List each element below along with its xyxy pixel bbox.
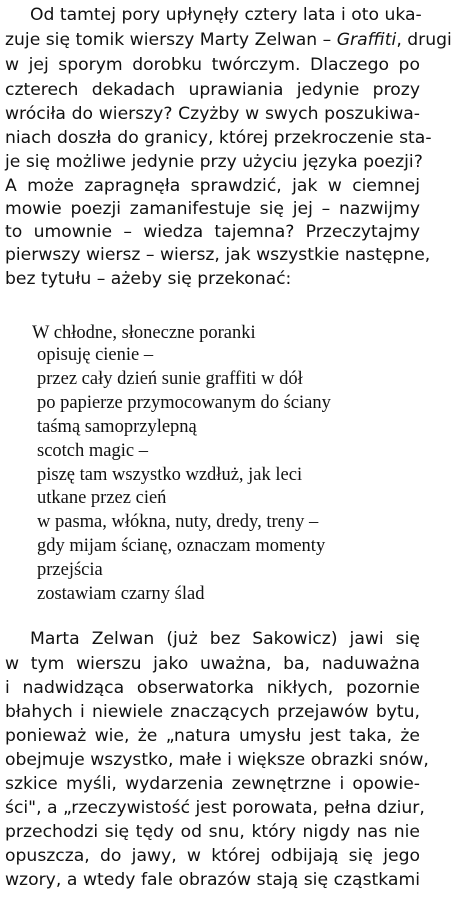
paragraph-1-line-12: bez tytułu – ażeby się przekonać: <box>5 269 292 289</box>
paragraph-1-line-9: mowie poezji zamanifestuje się jej – nazwijmy <box>5 199 420 219</box>
paragraph-2-line-9: przechodzi się tędy od snu, który nigdy nas nie <box>5 822 420 842</box>
text-run: , drugi <box>396 30 452 50</box>
poem-line-4: po papierze przymocowanym do ściany <box>37 393 331 413</box>
paragraph-2-line-4: błahych i niewiele znaczących przejawów bytu, <box>5 702 420 722</box>
poem-line-5: taśmą samoprzylepną <box>37 417 197 437</box>
poem-line-3: przez cały dzień sunie graffiti w dół <box>37 369 303 389</box>
paragraph-1-line-5: wróciła do wierszy? Czyżby w swych poszukiwa- <box>5 104 420 124</box>
paragraph-1-line-6: niach doszła do granicy, której przekroczenie sta- <box>5 128 432 148</box>
poem-line-8: utkane przez cień <box>37 488 167 508</box>
paragraph-2-line-10: opuszcza, do jawy, w której odbijają się jego <box>5 846 420 866</box>
poem-line-1: W chłodne, słoneczne poranki <box>32 323 256 343</box>
paragraph-2-line-8: ści", a „rzeczywistość jest porowata, pełna dziur, <box>5 798 425 818</box>
book-title: Graffiti <box>336 30 397 50</box>
paragraph-2-line-7: szkice myśli, wydarzenia zewnętrzne i opowie- <box>5 774 420 794</box>
paragraph-1-line-8: A może zapragnęła sprawdzić, jak w ciemnej <box>5 176 420 196</box>
paragraph-1-line-10: to umownie – wiedza tajemna? Przeczytajmy <box>5 222 420 242</box>
poem-line-7: piszę tam wszystko wzdłuż, jak leci <box>37 465 303 485</box>
poem-line-9: w pasma, włókna, nuty, dredy, treny – <box>37 512 319 532</box>
paragraph-1-line-7: je się możliwe jedynie przy użyciu języka poezji? <box>5 152 423 172</box>
paragraph-2-line-5: ponieważ wie, że „natura umysłu jest taka, że <box>5 726 420 746</box>
poem-line-2: opisuję cienie – <box>37 345 154 365</box>
text-run: zuje się tomik wierszy Marty Zelwan – <box>5 30 337 50</box>
paragraph-1-line-2 <box>5 27 452 53</box>
poem-line-6: scotch magic – <box>37 441 148 461</box>
paragraph-2-line-11: wzory, a wtedy fale obrazów stają się cząstkami <box>5 870 420 890</box>
poem-line-11: przejścia <box>37 560 103 580</box>
paragraph-2-line-2: w tym wierszu jako uważna, ba, naduważna <box>5 654 420 674</box>
paragraph-2-line-3: i nadwidząca obserwatorka nikłych, pozornie <box>5 678 420 698</box>
paragraph-2-line-6: obejmuje wszystko, małe i większe obrazki snów, <box>5 750 429 770</box>
paragraph-1-line-1: Od tamtej pory upłynęły cztery lata i oto uka- <box>30 5 422 25</box>
paragraph-1-line-3: w jej sporym dorobku twórczym. Dlaczego po <box>5 55 420 75</box>
paragraph-2-line-1: Marta Zelwan (już bez Sakowicz) jawi się <box>30 629 420 649</box>
paragraph-1-line-11: pierwszy wiersz – wiersz, jak wszystkie następne, <box>5 245 431 265</box>
poem-line-10: gdy mijam ścianę, oznaczam momenty <box>37 536 326 556</box>
poem-line-12: zostawiam czarny ślad <box>37 584 205 604</box>
paragraph-1-line-4: czterech dekadach uprawiania jedynie prozy <box>5 80 420 100</box>
